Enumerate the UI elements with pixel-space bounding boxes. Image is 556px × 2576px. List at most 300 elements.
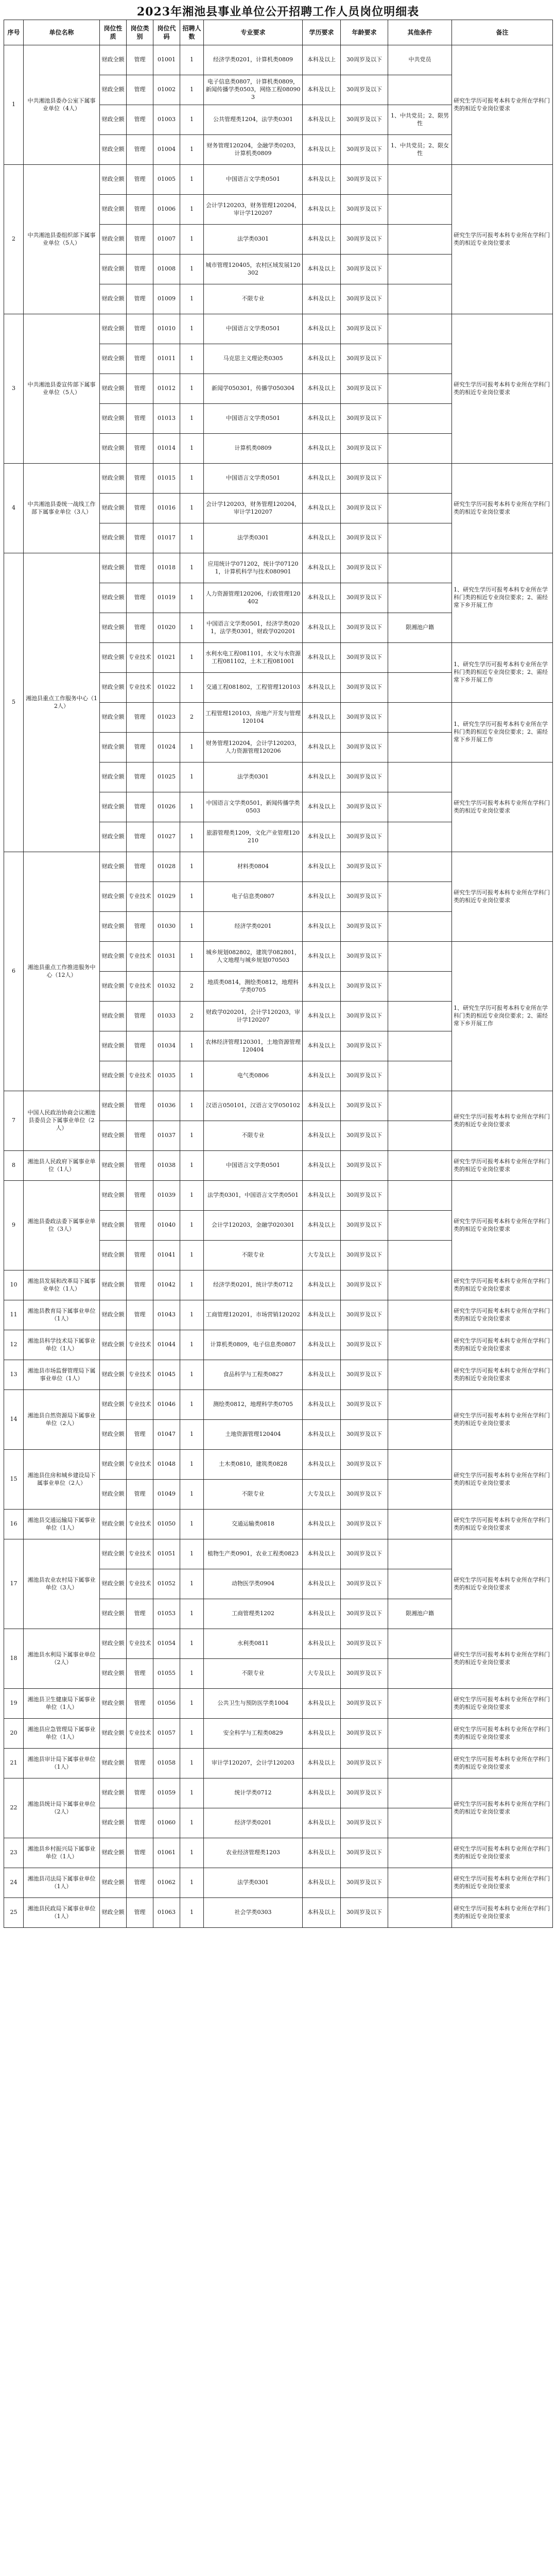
table-row [4, 314, 553, 344]
position-nature-cell: 财政全额 [100, 1002, 127, 1031]
other-conditions-cell [388, 464, 452, 494]
education-requirement-cell: 本科及以上 [303, 1510, 341, 1539]
headcount-cell: 1 [180, 1330, 204, 1360]
education-requirement-cell: 本科及以上 [303, 643, 341, 673]
unit-name-cell: 湘池县农业农村局下属事业单位（3人） [24, 1539, 100, 1629]
position-category-cell: 管理 [127, 255, 153, 284]
position-nature-cell: 财政全额 [100, 1151, 127, 1181]
unit-name-cell: 湘池县市场监督管理局下属事业单位（1人） [24, 1360, 100, 1390]
unit-name-cell: 中国人民政治协商会议湘池县委员会下属事业单位（2人） [24, 1091, 100, 1151]
position-nature-cell: 财政全额 [100, 1838, 127, 1868]
education-requirement-cell: 本科及以上 [303, 1300, 341, 1330]
header-row [4, 20, 553, 45]
age-requirement-cell: 30周岁及以下 [341, 1569, 388, 1599]
position-category-cell: 管理 [127, 404, 153, 434]
other-conditions-cell [388, 1510, 452, 1539]
position-code-cell: 01010 [153, 314, 180, 344]
column-header: 岗位性质 [100, 20, 127, 45]
unit-number-cell: 24 [4, 1868, 24, 1898]
position-nature-cell: 财政全额 [100, 165, 127, 195]
position-category-cell: 管理 [127, 1121, 153, 1151]
table-row [4, 1868, 553, 1898]
education-requirement-cell: 本科及以上 [303, 1689, 341, 1719]
other-conditions-cell [388, 1211, 452, 1241]
headcount-cell: 1 [180, 1151, 204, 1181]
column-header: 岗位代码 [153, 20, 180, 45]
education-requirement-cell: 本科及以上 [303, 1898, 341, 1928]
education-requirement-cell: 本科及以上 [303, 45, 341, 75]
headcount-cell: 1 [180, 1390, 204, 1420]
table-row [4, 1749, 553, 1778]
major-requirement-cell: 公共管理类1204，法学类0301 [204, 105, 303, 135]
position-nature-cell: 财政全额 [100, 882, 127, 912]
education-requirement-cell: 本科及以上 [303, 1629, 341, 1659]
unit-name-cell: 湘池县审计局下属事业单位（1人） [24, 1749, 100, 1778]
unit-number-cell: 19 [4, 1689, 24, 1719]
age-requirement-cell: 30周岁及以下 [341, 1599, 388, 1629]
position-nature-cell: 财政全额 [100, 1659, 127, 1689]
education-requirement-cell: 本科及以上 [303, 1868, 341, 1898]
headcount-cell: 1 [180, 1689, 204, 1719]
unit-name-cell: 中共湘池县委宣传部下属事业单位（5人） [24, 314, 100, 464]
major-requirement-cell: 不限专业 [204, 1121, 303, 1151]
age-requirement-cell: 30周岁及以下 [341, 1211, 388, 1241]
age-requirement-cell: 30周岁及以下 [341, 1539, 388, 1569]
position-category-cell: 专业技术 [127, 972, 153, 1002]
headcount-cell: 1 [180, 733, 204, 762]
major-requirement-cell: 农林经济管理120301，土地资源管理120404 [204, 1031, 303, 1061]
position-code-cell: 01060 [153, 1808, 180, 1838]
position-nature-cell: 财政全额 [100, 792, 127, 822]
other-conditions-cell [388, 1330, 452, 1360]
position-code-cell: 01038 [153, 1151, 180, 1181]
position-code-cell: 01031 [153, 942, 180, 972]
remark-cell: 研究生学历可报考本科专业所在学科门类的相近专业岗位要求 [452, 1151, 553, 1181]
position-nature-cell: 财政全额 [100, 912, 127, 942]
position-category-cell: 管理 [127, 1031, 153, 1061]
table-row [4, 1838, 553, 1868]
position-code-cell: 01020 [153, 613, 180, 643]
position-category-cell: 管理 [127, 613, 153, 643]
remark-cell: 研究生学历可报考本科专业所在学科门类的相近专业岗位要求 [452, 1838, 553, 1868]
major-requirement-cell: 汉语言050101，汉语言文学050102 [204, 1091, 303, 1121]
position-nature-cell: 财政全额 [100, 1599, 127, 1629]
position-code-cell: 01039 [153, 1181, 180, 1211]
education-requirement-cell: 本科及以上 [303, 1270, 341, 1300]
remark-cell: 研究生学历可报考本科专业所在学科门类的相近专业岗位要求 [452, 165, 553, 314]
position-nature-cell: 财政全额 [100, 1061, 127, 1091]
age-requirement-cell: 30周岁及以下 [341, 1838, 388, 1868]
age-requirement-cell: 30周岁及以下 [341, 1480, 388, 1510]
position-category-cell: 管理 [127, 1689, 153, 1719]
age-requirement-cell: 30周岁及以下 [341, 822, 388, 852]
education-requirement-cell: 本科及以上 [303, 1181, 341, 1211]
headcount-cell: 1 [180, 762, 204, 792]
education-requirement-cell: 本科及以上 [303, 1420, 341, 1450]
major-requirement-cell: 经济学类0201 [204, 1808, 303, 1838]
position-code-cell: 01002 [153, 75, 180, 105]
major-requirement-cell: 土地资源管理120404 [204, 1420, 303, 1450]
other-conditions-cell [388, 1749, 452, 1778]
education-requirement-cell: 本科及以上 [303, 1838, 341, 1868]
major-requirement-cell: 旅游管理类1209，文化产业管理120210 [204, 822, 303, 852]
major-requirement-cell: 中国语言文学类0501 [204, 464, 303, 494]
age-requirement-cell: 30周岁及以下 [341, 942, 388, 972]
other-conditions-cell [388, 643, 452, 673]
unit-name-cell: 湘池县民政局下属事业单位（1人） [24, 1898, 100, 1928]
table-row [4, 165, 553, 195]
age-requirement-cell: 30周岁及以下 [341, 225, 388, 255]
position-category-cell: 专业技术 [127, 673, 153, 703]
position-code-cell: 01035 [153, 1061, 180, 1091]
major-requirement-cell: 水利水电工程081101，水文与水资源工程081102，土木工程081001 [204, 643, 303, 673]
headcount-cell: 1 [180, 852, 204, 882]
other-conditions-cell [388, 1151, 452, 1181]
age-requirement-cell: 30周岁及以下 [341, 733, 388, 762]
headcount-cell: 1 [180, 284, 204, 314]
position-nature-cell: 财政全额 [100, 1450, 127, 1480]
headcount-cell: 1 [180, 673, 204, 703]
position-code-cell: 01011 [153, 344, 180, 374]
other-conditions-cell [388, 852, 452, 882]
major-requirement-cell: 人力资源管理120206，行政管理120402 [204, 583, 303, 613]
education-requirement-cell: 本科及以上 [303, 374, 341, 404]
table-row [4, 1300, 553, 1330]
positions-table [4, 20, 553, 1928]
position-category-cell: 管理 [127, 45, 153, 75]
table-row [4, 1270, 553, 1300]
education-requirement-cell: 本科及以上 [303, 464, 341, 494]
other-conditions-cell [388, 1300, 452, 1330]
age-requirement-cell: 30周岁及以下 [341, 1091, 388, 1121]
position-code-cell: 01017 [153, 523, 180, 553]
major-requirement-cell: 经济学类0201 [204, 912, 303, 942]
age-requirement-cell: 30周岁及以下 [341, 1181, 388, 1211]
position-category-cell: 专业技术 [127, 1539, 153, 1569]
major-requirement-cell: 电子信息类0807 [204, 882, 303, 912]
age-requirement-cell: 30周岁及以下 [341, 374, 388, 404]
education-requirement-cell: 本科及以上 [303, 792, 341, 822]
position-nature-cell: 财政全额 [100, 553, 127, 583]
unit-number-cell: 17 [4, 1539, 24, 1629]
education-requirement-cell: 本科及以上 [303, 523, 341, 553]
headcount-cell: 1 [180, 45, 204, 75]
position-nature-cell: 财政全额 [100, 1360, 127, 1390]
major-requirement-cell: 食品科学与工程类0827 [204, 1360, 303, 1390]
remark-cell: 研究生学历可报考本科专业所在学科门类的相近专业岗位要求 [452, 1270, 553, 1300]
major-requirement-cell: 会计学120203，财务管理120204，审计学120207 [204, 494, 303, 523]
position-nature-cell: 财政全额 [100, 1749, 127, 1778]
position-code-cell: 01051 [153, 1539, 180, 1569]
position-code-cell: 01052 [153, 1569, 180, 1599]
remark-cell: 研究生学历可报考本科专业所在学科门类的相近专业岗位要求 [452, 45, 553, 165]
age-requirement-cell: 30周岁及以下 [341, 912, 388, 942]
education-requirement-cell: 本科及以上 [303, 762, 341, 792]
other-conditions-cell [388, 792, 452, 822]
other-conditions-cell [388, 1241, 452, 1270]
position-code-cell: 01055 [153, 1659, 180, 1689]
unit-number-cell: 23 [4, 1838, 24, 1868]
education-requirement-cell: 本科及以上 [303, 314, 341, 344]
age-requirement-cell: 30周岁及以下 [341, 792, 388, 822]
major-requirement-cell: 电子信息类0807，计算机类0809，新闻传播学类0503，网络工程080903 [204, 75, 303, 105]
headcount-cell: 1 [180, 1569, 204, 1599]
table-row [4, 464, 553, 494]
other-conditions-cell: 1、中共党员；2、限女性 [388, 135, 452, 165]
position-category-cell: 专业技术 [127, 1629, 153, 1659]
headcount-cell: 1 [180, 553, 204, 583]
other-conditions-cell [388, 1778, 452, 1808]
age-requirement-cell: 30周岁及以下 [341, 1420, 388, 1450]
education-requirement-cell: 本科及以上 [303, 1569, 341, 1599]
age-requirement-cell: 30周岁及以下 [341, 1689, 388, 1719]
position-category-cell: 管理 [127, 1898, 153, 1928]
remark-cell: 研究生学历可报考本科专业所在学科门类的相近专业岗位要求 [452, 1539, 553, 1629]
headcount-cell: 1 [180, 75, 204, 105]
position-code-cell: 01049 [153, 1480, 180, 1510]
position-category-cell: 管理 [127, 1181, 153, 1211]
position-nature-cell: 财政全额 [100, 1091, 127, 1121]
position-category-cell: 管理 [127, 703, 153, 733]
other-conditions-cell [388, 1480, 452, 1510]
education-requirement-cell: 本科及以上 [303, 1539, 341, 1569]
headcount-cell: 1 [180, 1061, 204, 1091]
headcount-cell: 1 [180, 1778, 204, 1808]
headcount-cell: 2 [180, 703, 204, 733]
headcount-cell: 1 [180, 1360, 204, 1390]
other-conditions-cell [388, 912, 452, 942]
remark-cell: 研究生学历可报考本科专业所在学科门类的相近专业岗位要求 [452, 1181, 553, 1270]
position-nature-cell: 财政全额 [100, 1181, 127, 1211]
remark-cell: 研究生学历可报考本科专业所在学科门类的相近专业岗位要求 [452, 1749, 553, 1778]
age-requirement-cell: 30周岁及以下 [341, 1390, 388, 1420]
position-nature-cell: 财政全额 [100, 1390, 127, 1420]
position-category-cell: 管理 [127, 762, 153, 792]
position-category-cell: 管理 [127, 1778, 153, 1808]
position-category-cell: 管理 [127, 733, 153, 762]
table-row [4, 1719, 553, 1749]
other-conditions-cell [388, 882, 452, 912]
position-category-cell: 管理 [127, 1002, 153, 1031]
major-requirement-cell: 计算机类0809，电子信息类0807 [204, 1330, 303, 1360]
position-category-cell: 管理 [127, 1868, 153, 1898]
education-requirement-cell: 本科及以上 [303, 1808, 341, 1838]
other-conditions-cell [388, 703, 452, 733]
position-nature-cell: 财政全额 [100, 852, 127, 882]
position-category-cell: 管理 [127, 1091, 153, 1121]
age-requirement-cell: 30周岁及以下 [341, 762, 388, 792]
position-nature-cell: 财政全额 [100, 225, 127, 255]
major-requirement-cell: 动物医学类0904 [204, 1569, 303, 1599]
age-requirement-cell: 30周岁及以下 [341, 1629, 388, 1659]
age-requirement-cell: 30周岁及以下 [341, 1778, 388, 1808]
major-requirement-cell: 地质类0814，测绘类0812，地理科学类0705 [204, 972, 303, 1002]
major-requirement-cell: 会计学120203，金融学020301 [204, 1211, 303, 1241]
headcount-cell: 1 [180, 1599, 204, 1629]
education-requirement-cell: 本科及以上 [303, 1360, 341, 1390]
position-category-cell: 管理 [127, 284, 153, 314]
age-requirement-cell: 30周岁及以下 [341, 1330, 388, 1360]
position-code-cell: 01061 [153, 1838, 180, 1868]
unit-name-cell: 湘池县人民政府下属事业单位（1人） [24, 1151, 100, 1181]
table-row [4, 1450, 553, 1480]
position-code-cell: 01013 [153, 404, 180, 434]
position-category-cell: 管理 [127, 1241, 153, 1270]
major-requirement-cell: 不限专业 [204, 1659, 303, 1689]
unit-number-cell: 3 [4, 314, 24, 464]
headcount-cell: 1 [180, 1420, 204, 1450]
position-nature-cell: 财政全额 [100, 1868, 127, 1898]
unit-number-cell: 15 [4, 1450, 24, 1510]
remark-cell: 1、研究生学历可报考本科专业所在学科门类的相近专业岗位要求；2、需经常下乡开展工作 [452, 703, 553, 762]
other-conditions-cell [388, 1061, 452, 1091]
position-nature-cell: 财政全额 [100, 1270, 127, 1300]
headcount-cell: 1 [180, 1450, 204, 1480]
other-conditions-cell [388, 195, 452, 225]
headcount-cell: 1 [180, 1629, 204, 1659]
position-code-cell: 01007 [153, 225, 180, 255]
table-row [4, 1510, 553, 1539]
remark-cell: 1、研究生学历可报考本科专业所在学科门类的相近专业岗位要求；2、需经常下乡开展工作 [452, 643, 553, 703]
position-category-cell: 管理 [127, 583, 153, 613]
headcount-cell: 1 [180, 1539, 204, 1569]
position-category-cell: 管理 [127, 434, 153, 464]
age-requirement-cell: 30周岁及以下 [341, 1510, 388, 1539]
remark-cell: 研究生学历可报考本科专业所在学科门类的相近专业岗位要求 [452, 1868, 553, 1898]
major-requirement-cell: 安全科学与工程类0829 [204, 1719, 303, 1749]
table-row [4, 1151, 553, 1181]
position-code-cell: 01050 [153, 1510, 180, 1539]
education-requirement-cell: 本科及以上 [303, 912, 341, 942]
remark-cell: 研究生学历可报考本科专业所在学科门类的相近专业岗位要求 [452, 1898, 553, 1928]
table-row [4, 1689, 553, 1719]
age-requirement-cell: 30周岁及以下 [341, 523, 388, 553]
position-category-cell: 管理 [127, 165, 153, 195]
other-conditions-cell [388, 583, 452, 613]
other-conditions-cell [388, 762, 452, 792]
unit-number-cell: 13 [4, 1360, 24, 1390]
education-requirement-cell: 本科及以上 [303, 1211, 341, 1241]
position-code-cell: 01004 [153, 135, 180, 165]
position-nature-cell: 财政全额 [100, 464, 127, 494]
remark-cell: 研究生学历可报考本科专业所在学科门类的相近专业岗位要求 [452, 1510, 553, 1539]
other-conditions-cell [388, 1181, 452, 1211]
column-header: 年龄要求 [341, 20, 388, 45]
remark-cell: 研究生学历可报考本科专业所在学科门类的相近专业岗位要求 [452, 762, 553, 852]
position-nature-cell: 财政全额 [100, 1778, 127, 1808]
table-row [4, 45, 553, 75]
position-code-cell: 01026 [153, 792, 180, 822]
major-requirement-cell: 中国语言文学类0501 [204, 404, 303, 434]
position-nature-cell: 财政全额 [100, 1241, 127, 1270]
headcount-cell: 1 [180, 1659, 204, 1689]
major-requirement-cell: 法学类0301 [204, 1868, 303, 1898]
major-requirement-cell: 材料类0804 [204, 852, 303, 882]
position-nature-cell: 财政全额 [100, 1689, 127, 1719]
headcount-cell: 1 [180, 314, 204, 344]
position-category-cell: 管理 [127, 1599, 153, 1629]
position-category-cell: 专业技术 [127, 1360, 153, 1390]
position-code-cell: 01018 [153, 553, 180, 583]
education-requirement-cell: 本科及以上 [303, 673, 341, 703]
age-requirement-cell: 30周岁及以下 [341, 284, 388, 314]
position-nature-cell: 财政全额 [100, 344, 127, 374]
unit-number-cell: 14 [4, 1390, 24, 1450]
age-requirement-cell: 30周岁及以下 [341, 613, 388, 643]
position-code-cell: 01034 [153, 1031, 180, 1061]
major-requirement-cell: 计算机类0809 [204, 434, 303, 464]
major-requirement-cell: 测绘类0812，地理科学类0705 [204, 1390, 303, 1420]
position-code-cell: 01015 [153, 464, 180, 494]
position-nature-cell: 财政全额 [100, 434, 127, 464]
headcount-cell: 1 [180, 1510, 204, 1539]
age-requirement-cell: 30周岁及以下 [341, 165, 388, 195]
major-requirement-cell: 经济学类0201，计算机类0809 [204, 45, 303, 75]
position-nature-cell: 财政全额 [100, 1330, 127, 1360]
position-category-cell: 专业技术 [127, 1719, 153, 1749]
other-conditions-cell [388, 1539, 452, 1569]
position-nature-cell: 财政全额 [100, 643, 127, 673]
table-row [4, 1330, 553, 1360]
headcount-cell: 1 [180, 792, 204, 822]
position-category-cell: 管理 [127, 1211, 153, 1241]
position-nature-cell: 财政全额 [100, 494, 127, 523]
headcount-cell: 1 [180, 1719, 204, 1749]
headcount-cell: 1 [180, 1749, 204, 1778]
headcount-cell: 1 [180, 165, 204, 195]
education-requirement-cell: 本科及以上 [303, 1390, 341, 1420]
other-conditions-cell [388, 673, 452, 703]
position-category-cell: 专业技术 [127, 1390, 153, 1420]
headcount-cell: 1 [180, 1241, 204, 1270]
remark-cell: 研究生学历可报考本科专业所在学科门类的相近专业岗位要求 [452, 1629, 553, 1689]
other-conditions-cell [388, 1270, 452, 1300]
education-requirement-cell: 本科及以上 [303, 494, 341, 523]
education-requirement-cell: 本科及以上 [303, 822, 341, 852]
other-conditions-cell [388, 1360, 452, 1390]
position-category-cell: 专业技术 [127, 942, 153, 972]
other-conditions-cell [388, 314, 452, 344]
position-category-cell: 管理 [127, 553, 153, 583]
age-requirement-cell: 30周岁及以下 [341, 1031, 388, 1061]
position-code-cell: 01059 [153, 1778, 180, 1808]
position-category-cell: 管理 [127, 523, 153, 553]
position-code-cell: 01056 [153, 1689, 180, 1719]
position-nature-cell: 财政全额 [100, 1569, 127, 1599]
unit-name-cell: 湘池县自然资源局下属事业单位（2人） [24, 1390, 100, 1450]
major-requirement-cell: 中国语言文学类0501 [204, 1151, 303, 1181]
headcount-cell: 1 [180, 494, 204, 523]
other-conditions-cell [388, 1898, 452, 1928]
unit-number-cell: 20 [4, 1719, 24, 1749]
position-category-cell: 专业技术 [127, 1061, 153, 1091]
other-conditions-cell [388, 344, 452, 374]
remark-cell: 1、研究生学历可报考本科专业所在学科门类的相近专业岗位要求；2、需经常下乡开展工作 [452, 553, 553, 643]
other-conditions-cell [388, 1091, 452, 1121]
major-requirement-cell: 城市管理120405，农村区域发展120302 [204, 255, 303, 284]
unit-number-cell: 7 [4, 1091, 24, 1151]
other-conditions-cell [388, 1002, 452, 1031]
table-header [4, 20, 553, 45]
position-category-cell: 管理 [127, 1151, 153, 1181]
other-conditions-cell [388, 1569, 452, 1599]
position-code-cell: 01029 [153, 882, 180, 912]
headcount-cell: 1 [180, 613, 204, 643]
position-category-cell: 管理 [127, 225, 153, 255]
unit-name-cell: 中共湘池县委办公室下属事业单位（4人） [24, 45, 100, 165]
age-requirement-cell: 30周岁及以下 [341, 1868, 388, 1898]
position-nature-cell: 财政全额 [100, 1211, 127, 1241]
